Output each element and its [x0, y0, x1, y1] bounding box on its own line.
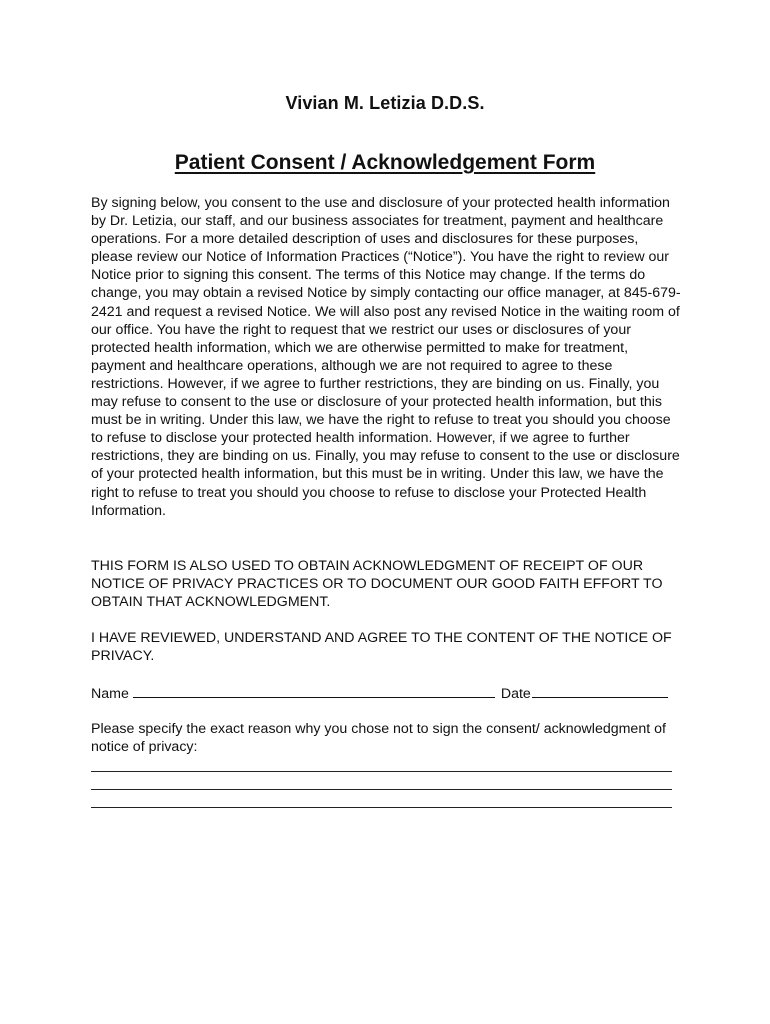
practice-name: Vivian M. Letizia D.D.S. [285, 93, 485, 113]
acknowledgment-paragraph: THIS FORM IS ALSO USED TO OBTAIN ACKNOWLEDGMENT OF RECEIPT OF OUR NOTICE OF PRIVACY PRACTICES OR TO DOCUMENT OUR GOOD FAITH EFFORT TO OBTAIN THAT ACKNOWLEDGMENT. [91, 558, 663, 611]
date-field[interactable] [532, 684, 668, 698]
reason-line-2[interactable] [91, 789, 672, 790]
reviewed-paragraph: I HAVE REVIEWED, UNDERSTAND AND AGREE TO THE CONTENT OF THE NOTICE OF PRIVACY. [91, 630, 672, 665]
reason-prompt: Please specify the exact reason why you chose not to sign the consent/ acknowledgment of notice of privacy: [91, 721, 666, 756]
name-label: Name [91, 686, 129, 702]
reason-line-3[interactable] [91, 807, 672, 808]
name-field[interactable] [133, 684, 495, 698]
reason-line-1[interactable] [91, 771, 672, 772]
form-title: Patient Consent / Acknowledgement Form [174, 151, 596, 174]
consent-paragraph: By signing below, you consent to the use and disclosure of your protected health information by Dr. Letizia, our staff, and our business associates for treatment, payment and healthcare operations. For a more detailed description of uses and disclosures for these purposes, please review our Notice of Information Practices (“Notice”). You have the right to review our Notice prior to signing this consent. The terms of this Notice may change. If the terms do change, you may obtain a revised Notice by simply contacting our office manager, at 845-679-2421 and request a revised Notice. We will also post any revised Notice in the waiting room of our office. You have the right to request that we restrict our uses or disclosures of your protected health information, which we are otherwise permitted to make for treatment, payment and healthcare operations, although we are not required to agree to these restrictions. However, if we agree to further restrictions, they are binding on us. Finally, you may refuse to consent to the use or disclosure of your protected health information, but this must be in writing. Under this law, we have the right to refuse to treat you should you choose to refuse to disclose your protected health information. However, if we agree to further restrictions, they are binding on us. Finally, you may refuse to consent to the use or disclosure of your protected health information, but this must be in writing. Under this law, we have the right to refuse to treat you should you choose to refuse to disclose your Protected Health Information. [91, 195, 681, 519]
signature-row [91, 684, 683, 703]
date-label: Date [500, 686, 531, 702]
